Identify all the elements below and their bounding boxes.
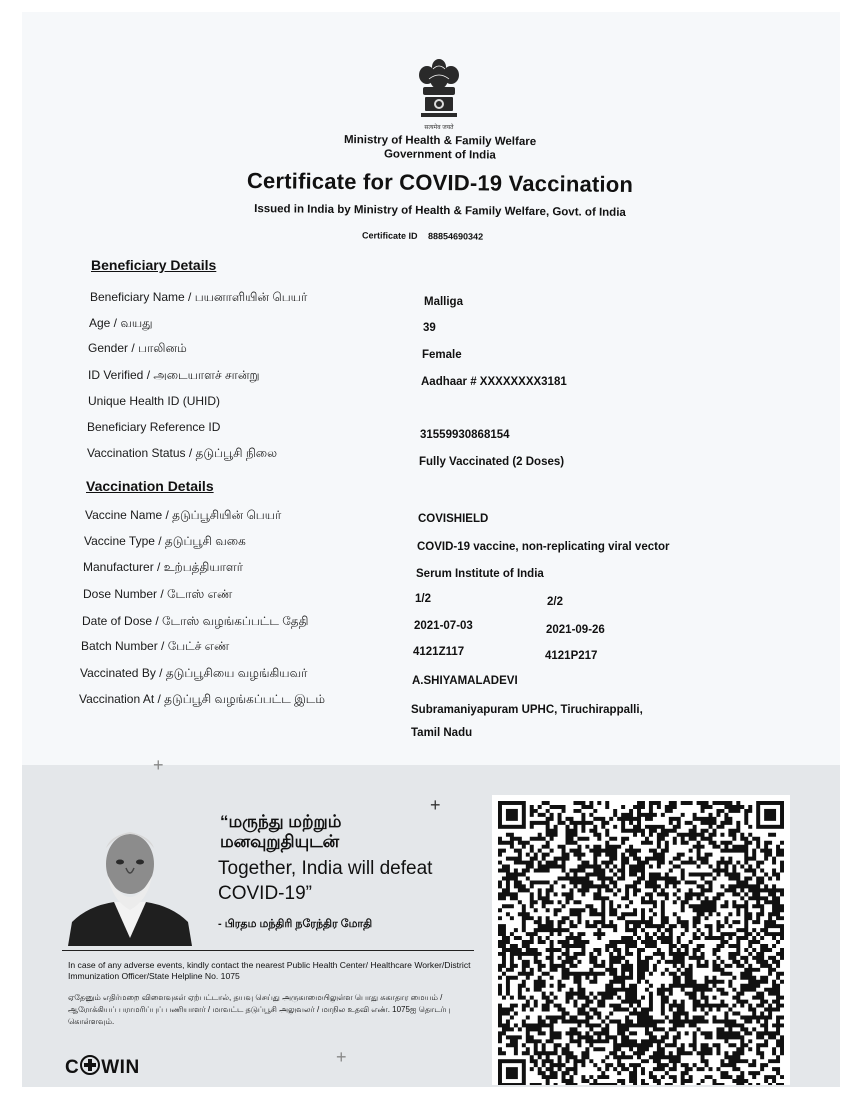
vaccine-name-value: COVISHIELD [418,513,489,525]
qr-finder-pattern [506,1067,518,1079]
certificate-title: Certificate for COVID-19 Vaccination [246,167,634,198]
batch-number-label: Batch Number / பேட்ச் எண் [81,639,230,653]
vaccine-type-label: Vaccine Type / தடுப்பூசி வகை [84,534,246,548]
quote-english-line-1: Together, India will defeat [218,858,433,879]
qr-modules [498,801,784,1085]
cowin-logo [65,1055,140,1079]
id-verified-label: ID Verified / அடையாளச் சான்று [88,368,260,382]
age-value: 39 [423,322,436,334]
beneficiary-name-value: Malliga [424,296,463,308]
vaccination-status-label: Vaccination Status / தடுப்பூசி நிலை [87,446,278,460]
gender-label: Gender / பாலினம் [88,341,187,355]
vaccination-at-label: Vaccination At / தடுப்பூசி வழங்கப்பட்ட இடம் [79,692,325,706]
batch-number-value-1: 4121Z117 [413,646,465,658]
vaccination-status-value: Fully Vaccinated (2 Doses) [419,456,565,468]
certificate-id-label: Certificate ID [361,230,418,241]
plus-decoration-icon: + [336,1047,347,1067]
cowin-logo-suffix: WIN [101,1057,140,1078]
manufacturer-label: Manufacturer / உற்பத்தியாளர் [83,560,243,574]
dose-number-value-1: 1/2 [415,593,431,605]
gender-value: Female [422,349,462,361]
plus-decoration-icon: + [430,795,441,815]
emblem-motto: सत्यमेव जयते [424,125,454,131]
date-of-dose-value-2: 2021-09-26 [546,624,605,636]
vaccination-at-value-line2: Tamil Nadu [411,727,473,739]
footer-divider [62,950,474,951]
date-of-dose-value-1: 2021-07-03 [414,620,473,632]
beneficiary-reference-id-label: Beneficiary Reference ID [87,420,221,434]
cross-icon [80,1055,100,1075]
cowin-logo-prefix: C [65,1057,80,1078]
age-label: Age / வயது [89,316,153,330]
quote-attribution: - பிரதம மந்திரி நரேந்திர மோதி [218,918,373,930]
beneficiary-reference-id-value: 31559930868154 [420,429,510,441]
vaccination-details-heading: Vaccination Details [86,478,214,494]
ministry-line-2: Government of India [383,148,496,162]
quote-tamil-line-1: “மருந்து மற்றும் [220,812,342,831]
quote-tamil-line-2: மனவுறுதியுடன் [220,832,340,851]
certificate-issued-by: Issued in India by Ministry of Health & Family Welfare, Govt. of India [254,203,626,219]
vaccinated-by-label: Vaccinated By / தடுப்பூசியை வழங்கியவர் [80,666,308,680]
ministry-line-1: Ministry of Health & Family Welfare [343,133,537,149]
helpline-notice-english: In case of any adverse events, kindly contact the nearest Public Health Center/ Healthcare Worker/District Immunization Officer/State Helpline No. 1075 [68,960,471,981]
manufacturer-value: Serum Institute of India [416,568,544,580]
ministry-heading [300,133,580,164]
quote-english-line-2: COVID-19” [218,883,312,904]
helpline-notice-tamil: ஏதேனும் எதிர்மறை விளைவுகள் ஏற்பட்டால், தயவு செய்து அருகாமையிலுள்ள பொது சுகாதார மையம் / ஆரோக்கியப் பராமரிப்புப் பணியாளர் / மாவட்ட தடுப்பூசி அலுவலர் / மாநில உதவி எண். 1075ஐ தொடர்பு கொள்ளவும். [68,993,451,1026]
quote-english [218,856,468,906]
beneficiary-name-label: Beneficiary Name / பயனாளியின் பெயர் [90,290,308,304]
national-emblem-icon [415,55,463,133]
certificate-id-value: 88854690342 [427,231,484,242]
beneficiary-details-heading: Beneficiary Details [91,257,217,273]
batch-number-value-2: 4121P217 [545,650,598,662]
qr-finder-pattern [764,809,776,821]
id-verified-value: Aadhaar # XXXXXXXX3181 [421,376,567,388]
vaccine-name-label: Vaccine Name / தடுப்பூசியின் பெயர் [85,508,282,522]
vaccinated-by-value: A.SHIYAMALADEVI [412,675,518,687]
date-of-dose-label: Date of Dose / டோஸ் வழங்கப்பட்ட தேதி [82,614,309,628]
vaccination-at-value: Subramaniyapuram UPHC, Tiruchirappalli, [411,704,643,716]
plus-decoration-icon: + [153,755,164,775]
dose-number-value-2: 2/2 [547,596,563,608]
quote-tamil [220,812,460,852]
uhid-label: Unique Health ID (UHID) [88,394,221,408]
vaccine-type-value: COVID-19 vaccine, non-replicating viral vector [417,541,670,553]
verification-qr-code [492,795,790,1085]
certificate-id [362,230,483,241]
prime-minister-portrait [68,818,192,946]
dose-number-label: Dose Number / டோஸ் எண் [83,587,233,601]
qr-finder-pattern [506,809,518,821]
